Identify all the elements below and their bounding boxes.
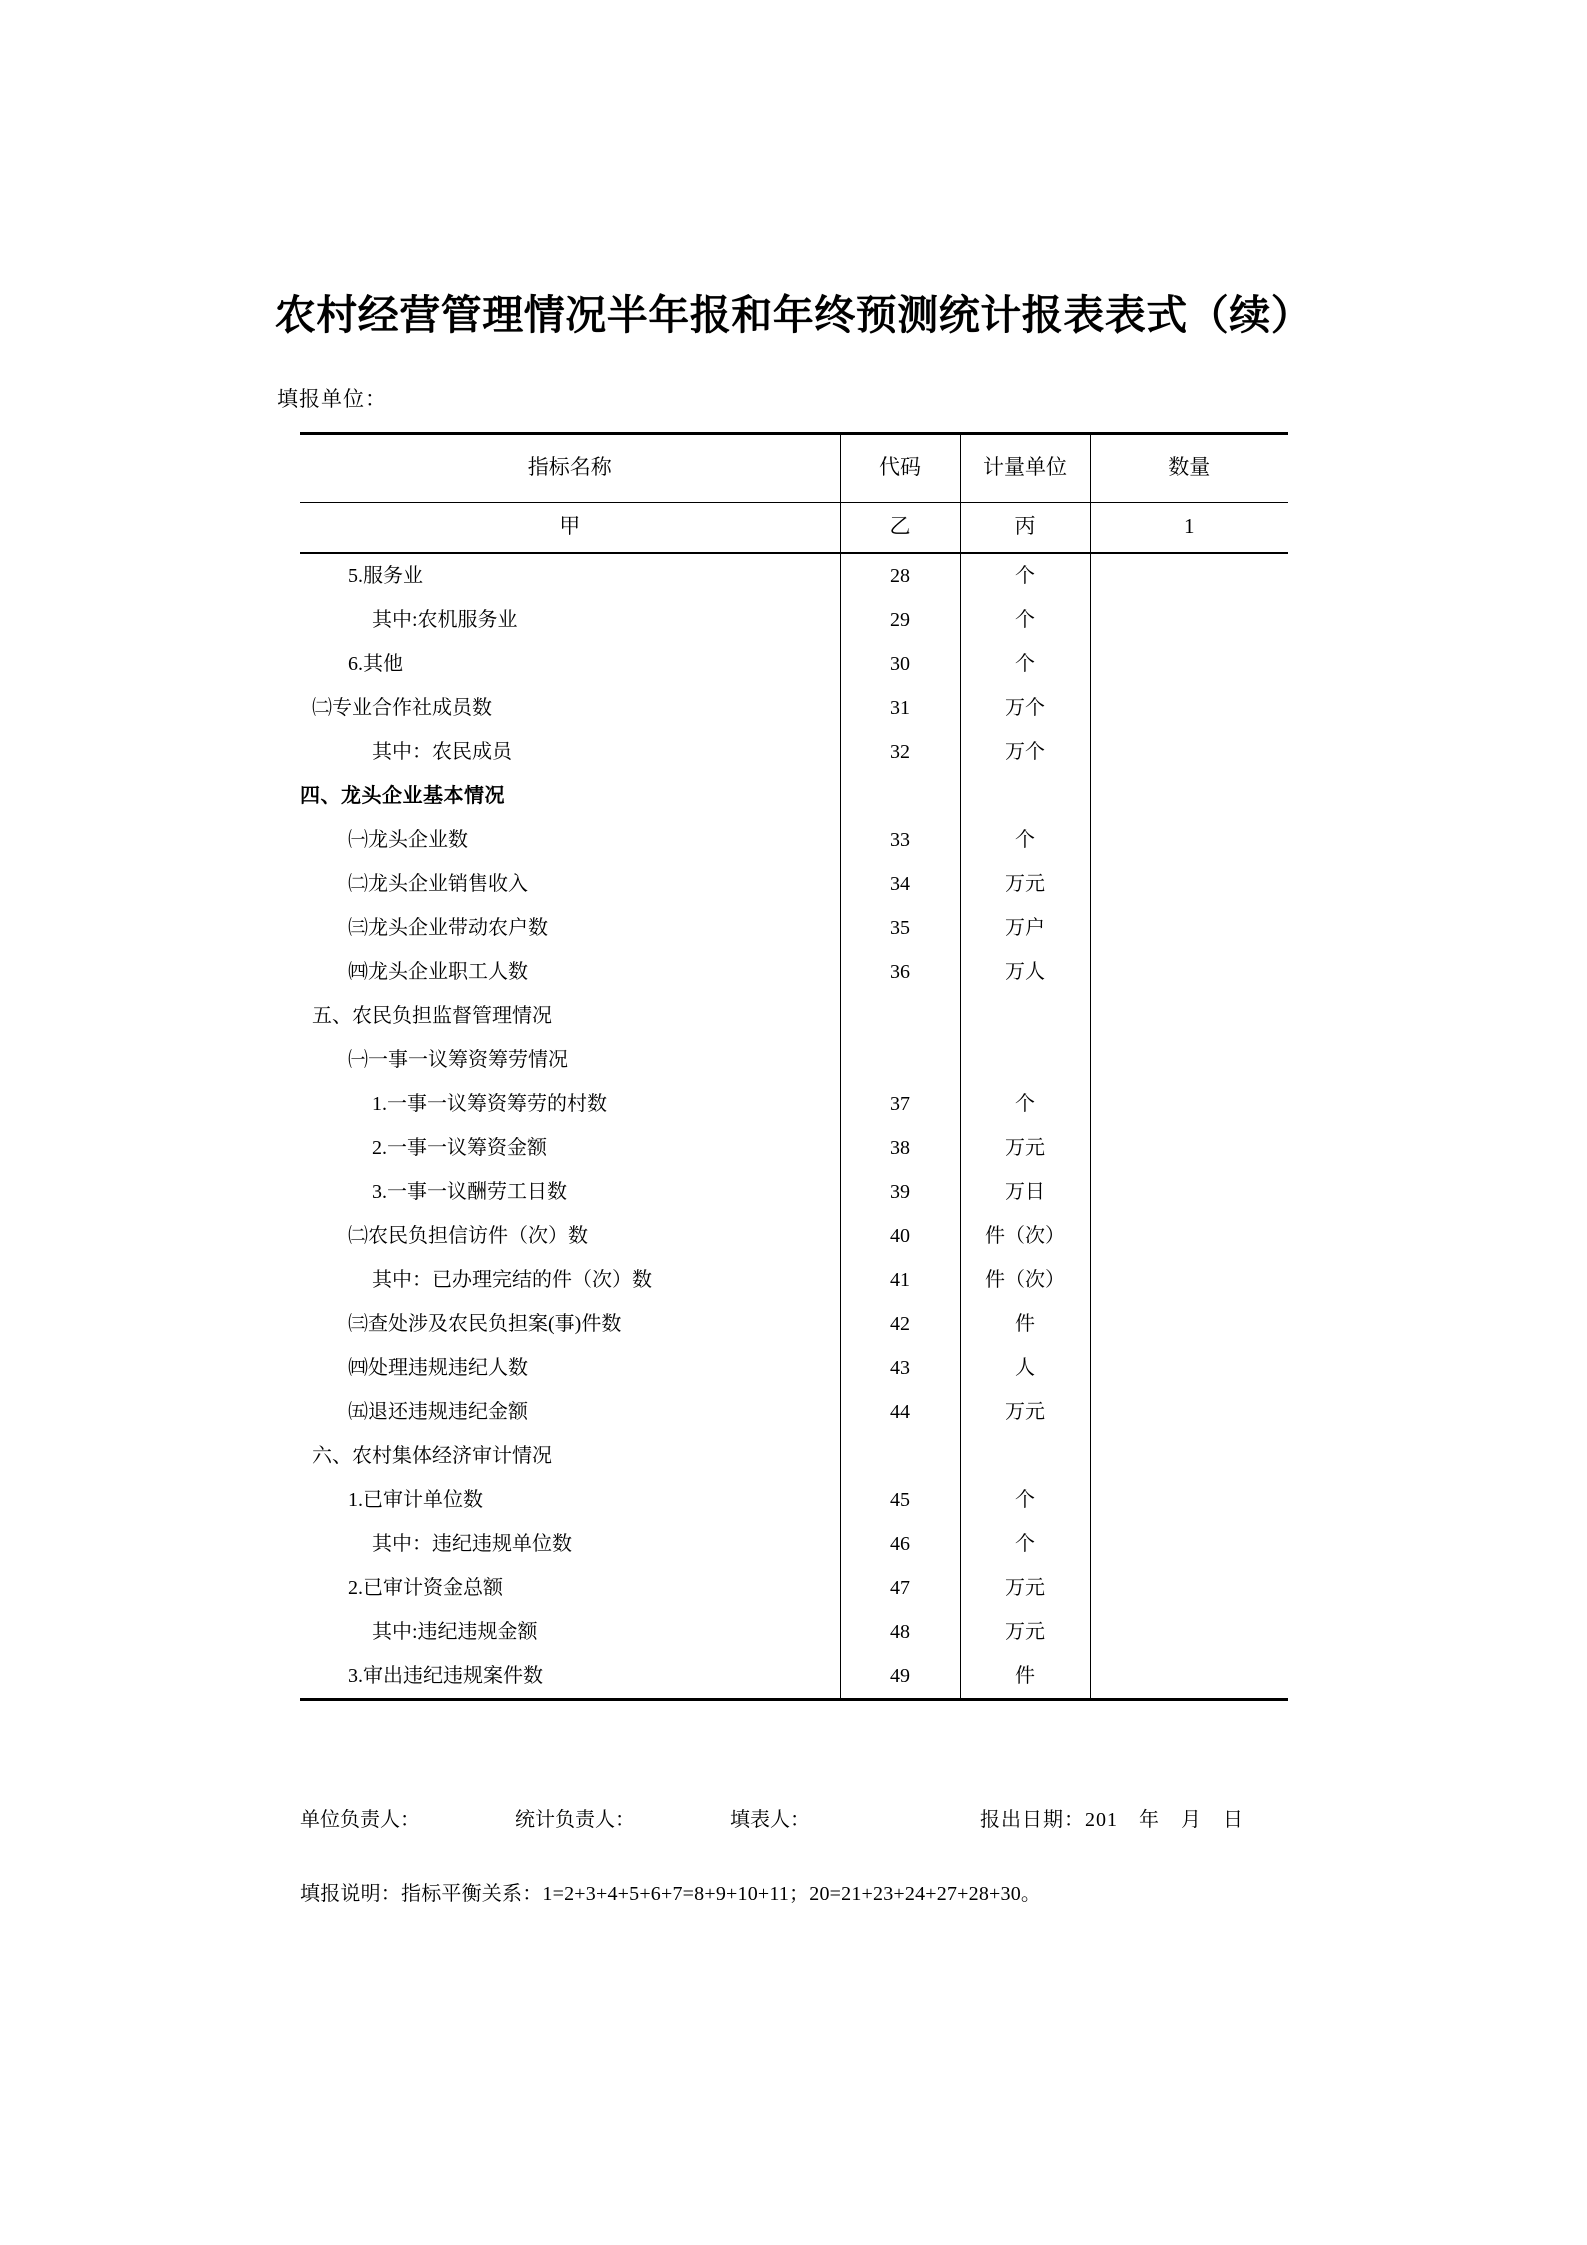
table-row	[300, 1038, 1288, 1082]
table-row	[300, 1566, 1288, 1610]
indicator-code-cell: 35	[840, 906, 960, 950]
indicator-code-cell: 39	[840, 1170, 960, 1214]
indicator-name-cell: 2.一事一议筹资金额	[372, 1137, 547, 1159]
stat-head-label: 统计负责人：	[515, 1809, 635, 1831]
measurement-unit-cell: 个	[960, 553, 1090, 598]
indicator-name-cell: ㈢龙头企业带动农户数	[348, 917, 548, 939]
page-title: 农村经营管理情况半年报和年终预测统计报表表式（续）	[274, 292, 1313, 338]
indicator-code-cell	[840, 994, 960, 1038]
quantity-value-cell[interactable]	[1090, 1214, 1288, 1258]
measurement-unit-cell: 件（次）	[960, 1258, 1090, 1302]
measurement-unit-cell: 个	[960, 1082, 1090, 1126]
indicator-code-cell: 33	[840, 818, 960, 862]
quantity-value-cell[interactable]	[1090, 642, 1288, 686]
table-row	[300, 642, 1288, 686]
signature-line	[300, 1803, 1360, 1832]
table-subheader-row	[300, 503, 1288, 554]
section-header-cell: 五、农民负担监督管理情况	[312, 1005, 552, 1027]
table-row	[300, 1654, 1288, 1700]
statistics-report-table	[300, 432, 1288, 1701]
quantity-value-cell[interactable]	[1090, 950, 1288, 994]
indicator-code-cell: 31	[840, 686, 960, 730]
indicator-name-cell: ㈢查处涉及农民负担案(事)件数	[348, 1313, 622, 1335]
table-row	[300, 994, 1288, 1038]
subheader-indicator-name: 甲	[300, 503, 840, 554]
quantity-value-cell[interactable]	[1090, 1126, 1288, 1170]
measurement-unit-cell: 个	[960, 1478, 1090, 1522]
measurement-unit-cell: 万元	[960, 1126, 1090, 1170]
indicator-name-cell: 2.已审计资金总额	[348, 1577, 503, 1599]
quantity-value-cell[interactable]	[1090, 1170, 1288, 1214]
quantity-value-cell[interactable]	[1090, 598, 1288, 642]
section-header-cell: 六、农村集体经济审计情况	[312, 1445, 552, 1467]
measurement-unit-cell	[960, 1434, 1090, 1478]
quantity-value-cell[interactable]	[1090, 774, 1288, 818]
table-row	[300, 906, 1288, 950]
measurement-unit-cell	[960, 1038, 1090, 1082]
measurement-unit-cell: 万个	[960, 686, 1090, 730]
measurement-unit-cell: 万人	[960, 950, 1090, 994]
indicator-name-cell: 其中:农机服务业	[372, 609, 518, 631]
table-row	[300, 1610, 1288, 1654]
quantity-value-cell[interactable]	[1090, 1302, 1288, 1346]
table-row	[300, 862, 1288, 906]
indicator-name-cell: ㈠龙头企业数	[348, 829, 468, 851]
measurement-unit-cell: 个	[960, 818, 1090, 862]
indicator-name-cell: ㈤退还违规违纪金额	[348, 1401, 528, 1423]
table-row	[300, 1170, 1288, 1214]
table-row	[300, 1478, 1288, 1522]
measurement-unit-cell	[960, 994, 1090, 1038]
indicator-name-cell: 1.一事一议筹资筹劳的村数	[372, 1093, 607, 1115]
measurement-unit-cell	[960, 774, 1090, 818]
measurement-unit-cell: 个	[960, 598, 1090, 642]
table-row	[300, 686, 1288, 730]
table-row	[300, 1346, 1288, 1390]
indicator-name-cell: 其中：农民成员	[372, 741, 512, 763]
measurement-unit-cell: 件（次）	[960, 1214, 1090, 1258]
table-row	[300, 1302, 1288, 1346]
measurement-unit-cell: 人	[960, 1346, 1090, 1390]
indicator-code-cell	[840, 1434, 960, 1478]
indicator-name-cell: ㈣处理违规违纪人数	[348, 1357, 528, 1379]
indicator-code-cell: 47	[840, 1566, 960, 1610]
table-row	[300, 598, 1288, 642]
measurement-unit-cell: 件	[960, 1302, 1090, 1346]
table-row	[300, 1126, 1288, 1170]
subheader-code: 乙	[840, 503, 960, 554]
indicator-code-cell	[840, 774, 960, 818]
indicator-name-cell: ㈣龙头企业职工人数	[348, 961, 528, 983]
header-quantity: 数量	[1090, 434, 1288, 503]
indicator-code-cell: 36	[840, 950, 960, 994]
indicator-code-cell: 29	[840, 598, 960, 642]
quantity-value-cell[interactable]	[1090, 730, 1288, 774]
indicator-code-cell: 46	[840, 1522, 960, 1566]
measurement-unit-cell: 个	[960, 1522, 1090, 1566]
quantity-value-cell[interactable]	[1090, 1082, 1288, 1126]
subheader-unit: 丙	[960, 503, 1090, 554]
quantity-value-cell[interactable]	[1090, 1566, 1288, 1610]
measurement-unit-cell: 万户	[960, 906, 1090, 950]
indicator-name-cell: ㈡农民负担信访件（次）数	[348, 1225, 588, 1247]
indicator-code-cell: 44	[840, 1390, 960, 1434]
table-row	[300, 553, 1288, 598]
indicator-code-cell: 28	[840, 553, 960, 598]
table-row	[300, 1214, 1288, 1258]
quantity-value-cell[interactable]	[1090, 1522, 1288, 1566]
quantity-value-cell[interactable]	[1090, 1390, 1288, 1434]
table-row	[300, 1522, 1288, 1566]
quantity-value-cell[interactable]	[1090, 1478, 1288, 1522]
indicator-code-cell: 48	[840, 1610, 960, 1654]
section-header-cell: 四、龙头企业基本情况	[300, 785, 505, 807]
quantity-value-cell[interactable]	[1090, 994, 1288, 1038]
measurement-unit-cell: 个	[960, 642, 1090, 686]
table-row	[300, 1258, 1288, 1302]
quantity-value-cell[interactable]	[1090, 1610, 1288, 1654]
unit-head-label: 单位负责人：	[300, 1809, 420, 1831]
header-code: 代码	[840, 434, 960, 503]
table-row	[300, 818, 1288, 862]
indicator-code-cell: 40	[840, 1214, 960, 1258]
table-header-row	[300, 434, 1288, 503]
indicator-name-cell: 3.一事一议酬劳工日数	[372, 1181, 567, 1203]
indicator-code-cell: 45	[840, 1478, 960, 1522]
table-row	[300, 950, 1288, 994]
table-row	[300, 730, 1288, 774]
indicator-name-cell: 其中:违纪违规金额	[372, 1621, 538, 1643]
table-row	[300, 1082, 1288, 1126]
indicator-code-cell	[840, 1038, 960, 1082]
measurement-unit-cell: 万元	[960, 1610, 1090, 1654]
indicator-code-cell: 34	[840, 862, 960, 906]
table-row	[300, 1390, 1288, 1434]
measurement-unit-cell: 万日	[960, 1170, 1090, 1214]
quantity-value-cell[interactable]	[1090, 686, 1288, 730]
indicator-name-cell: 其中：已办理完结的件（次）数	[372, 1269, 652, 1291]
indicator-code-cell: 32	[840, 730, 960, 774]
measurement-unit-cell: 万元	[960, 1566, 1090, 1610]
quantity-value-cell[interactable]	[1090, 1038, 1288, 1082]
indicator-code-cell: 43	[840, 1346, 960, 1390]
indicator-code-cell: 49	[840, 1654, 960, 1700]
indicator-code-cell: 37	[840, 1082, 960, 1126]
quantity-value-cell[interactable]	[1090, 818, 1288, 862]
quantity-value-cell[interactable]	[1090, 553, 1288, 598]
header-unit: 计量单位	[960, 434, 1090, 503]
report-date-label: 报出日期：201 年 月 日	[980, 1809, 1244, 1831]
indicator-code-cell: 42	[840, 1302, 960, 1346]
measurement-unit-cell: 万元	[960, 862, 1090, 906]
form-filler-label: 填表人：	[730, 1809, 810, 1831]
header-indicator-name: 指标名称	[300, 434, 840, 503]
indicator-name-cell: ㈡专业合作社成员数	[312, 697, 492, 719]
measurement-unit-cell: 件	[960, 1654, 1090, 1700]
quantity-value-cell[interactable]	[1090, 1258, 1288, 1302]
indicator-code-cell: 41	[840, 1258, 960, 1302]
table-row	[300, 774, 1288, 818]
measurement-unit-cell: 万元	[960, 1390, 1090, 1434]
indicator-name-cell: 6.其他	[348, 653, 403, 675]
indicator-name-cell: 其中：违纪违规单位数	[372, 1533, 572, 1555]
indicator-code-cell: 38	[840, 1126, 960, 1170]
filler-unit-label: 填报单位：	[277, 387, 387, 411]
indicator-name-cell: 5.服务业	[348, 565, 423, 587]
indicator-name-cell: 3.审出违纪违规案件数	[300, 1654, 840, 1700]
quantity-value-cell[interactable]	[1090, 906, 1288, 950]
quantity-value-cell[interactable]	[1090, 862, 1288, 906]
indicator-name-cell: ㈡龙头企业销售收入	[348, 873, 528, 895]
quantity-value-cell[interactable]	[1090, 1654, 1288, 1700]
indicator-name-cell: 1.已审计单位数	[348, 1489, 483, 1511]
subheader-quantity: 1	[1090, 503, 1288, 554]
indicator-name-cell: ㈠一事一议筹资筹劳情况	[348, 1049, 568, 1071]
filling-instructions-note: 填报说明：指标平衡关系：1=2+3+4+5+6+7=8+9+10+11；20=21+23+24+27+28+30。	[300, 1883, 1042, 1905]
table-row	[300, 1434, 1288, 1478]
quantity-value-cell[interactable]	[1090, 1434, 1288, 1478]
quantity-value-cell[interactable]	[1090, 1346, 1288, 1390]
indicator-code-cell: 30	[840, 642, 960, 686]
measurement-unit-cell: 万个	[960, 730, 1090, 774]
